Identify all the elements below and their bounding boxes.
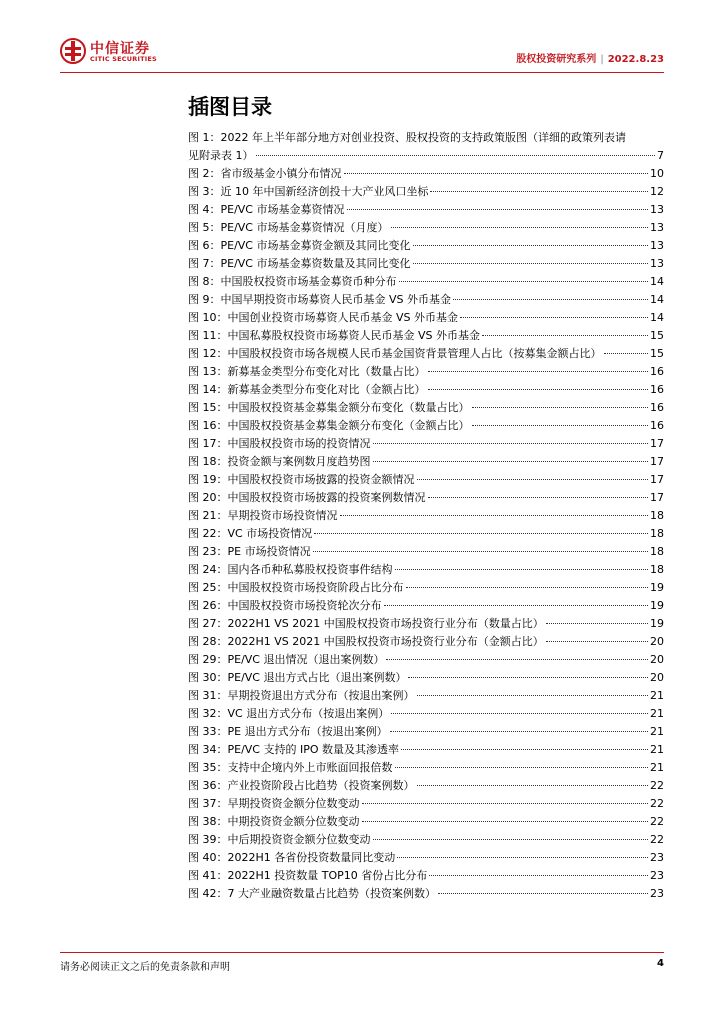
toc-entry-page: 7 (657, 149, 664, 162)
toc-entry[interactable] (188, 543, 664, 561)
toc-entry-page: 13 (650, 239, 664, 252)
toc-entry-label: 图 40：2022H1 各省份投资数量同比变动 (188, 851, 396, 864)
toc-leader-dots (546, 633, 648, 642)
toc-leader-dots (373, 831, 649, 840)
toc-entry-page: 17 (650, 473, 664, 486)
toc-entry[interactable] (188, 561, 664, 579)
toc-entry-label: 图 2：省市级基金小镇分布情况 (188, 167, 342, 180)
toc-leader-dots (430, 183, 648, 192)
toc-leader-dots (413, 237, 649, 246)
toc-entry-label: 图 19：中国股权投资市场披露的投资金额情况 (188, 473, 415, 486)
toc-entry-label: 图 28：2022H1 VS 2021 中国股权投资市场投资行业分布（金额占比） (188, 635, 544, 648)
toc-entry[interactable] (188, 489, 664, 507)
page-title: 插图目录 (188, 95, 272, 119)
toc-entry-page: 23 (650, 887, 664, 900)
toc-entry[interactable] (188, 381, 664, 399)
toc-entry[interactable] (188, 435, 664, 453)
toc-entry-label: 图 37：早期投资资金额分位数变动 (188, 797, 360, 810)
toc-leader-dots (340, 507, 649, 516)
toc-entry-page: 18 (650, 563, 664, 576)
toc-entry-page: 22 (650, 779, 664, 792)
toc-entry-page: 17 (650, 437, 664, 450)
toc-entry[interactable] (188, 129, 664, 147)
toc-entry[interactable] (188, 633, 664, 651)
toc-entry-label: 图 36：产业投资阶段占比趋势（投资案例数） (188, 779, 415, 792)
toc-entry[interactable] (188, 597, 664, 615)
toc-entry[interactable] (188, 579, 664, 597)
toc-entry[interactable] (188, 507, 664, 525)
toc-leader-dots (453, 291, 648, 300)
footer-disclaimer: 请务必阅读正文之后的免责条款和声明 (60, 962, 230, 973)
toc-entry-label: 图 30：PE/VC 退出方式占比（退出案例数） (188, 671, 407, 684)
toc-entry[interactable] (188, 759, 664, 777)
citic-logo-icon (60, 38, 86, 64)
toc-entry[interactable] (188, 525, 664, 543)
toc-leader-dots (344, 165, 649, 174)
toc-leader-dots (482, 327, 648, 336)
toc-entry[interactable] (188, 255, 664, 273)
toc-entry-label: 图 14：新募基金类型分布变化对比（金额占比） (188, 383, 426, 396)
toc-entry-page: 16 (650, 419, 664, 432)
toc-entry[interactable] (188, 363, 664, 381)
toc-entry[interactable] (188, 327, 664, 345)
toc-entry[interactable] (188, 453, 664, 471)
toc-leader-dots (395, 561, 649, 570)
report-date: 2022.8.23 (607, 54, 664, 65)
toc-leader-dots (397, 849, 648, 858)
toc-leader-dots (313, 543, 648, 552)
toc-entry[interactable] (188, 831, 664, 849)
toc-leader-dots (429, 867, 648, 876)
toc-entry-label: 图 21：早期投资市场投资情况 (188, 509, 338, 522)
toc-entry[interactable] (188, 867, 664, 885)
toc-leader-dots (362, 795, 649, 804)
toc-leader-dots (472, 417, 649, 426)
toc-entry-label: 图 12：中国股权投资市场各规模人民币基金国资背景管理人占比（按募集金额占比） (188, 347, 602, 360)
toc-entry-page: 16 (650, 383, 664, 396)
toc-entry-page: 22 (650, 833, 664, 846)
toc-entry-label: 图 26：中国股权投资市场投资轮次分布 (188, 599, 382, 612)
toc-entry-page: 16 (650, 365, 664, 378)
toc-entry[interactable] (188, 615, 664, 633)
footer-divider (60, 952, 664, 953)
toc-entry-page: 14 (650, 275, 664, 288)
toc-leader-dots (362, 813, 649, 822)
toc-entry[interactable] (188, 165, 664, 183)
toc-entry[interactable] (188, 219, 664, 237)
toc-entry-label: 图 3：近 10 年中国新经济创投十大产业风口坐标 (188, 185, 429, 198)
toc-entry-page: 20 (650, 653, 664, 666)
toc-entry-page: 21 (650, 707, 664, 720)
toc-leader-dots (417, 777, 649, 786)
toc-entry-page: 19 (650, 617, 664, 630)
toc-entry[interactable] (188, 291, 664, 309)
toc-leader-dots (373, 435, 649, 444)
toc-entry-page: 19 (650, 581, 664, 594)
series-name: 股权投资研究系列 (516, 54, 597, 65)
toc-entry-label: 见附录表 1） (188, 149, 254, 162)
toc-entry-page: 22 (650, 815, 664, 828)
toc-leader-dots (395, 759, 649, 768)
toc-entry[interactable] (188, 687, 664, 705)
toc-leader-dots (460, 309, 648, 318)
toc-entry-page: 21 (650, 689, 664, 702)
toc-entry-page: 13 (650, 257, 664, 270)
page-header (60, 36, 664, 72)
header-divider (60, 72, 664, 73)
toc-leader-dots (406, 579, 649, 588)
toc-entry-label: 图 32：VC 退出方式分布（按退出案例） (188, 707, 390, 720)
toc-leader-dots (428, 489, 649, 498)
toc-entry-page: 23 (650, 869, 664, 882)
toc-leader-dots (438, 885, 648, 894)
logo-english-name: CITIC SECURITIES (90, 55, 157, 63)
toc-leader-dots (472, 399, 649, 408)
toc-entry-page: 22 (650, 797, 664, 810)
toc-entry-page: 20 (650, 635, 664, 648)
toc-leader-dots (417, 687, 649, 696)
toc-entry-label: 图 24：国内各币种私募股权投资事件结构 (188, 563, 393, 576)
toc-entry-label: 图 1：2022 年上半年部分地方对创业投资、股权投资的支持政策版图（详细的政策列表请 (188, 131, 626, 144)
toc-entry[interactable] (188, 669, 664, 687)
toc-entry[interactable] (188, 705, 664, 723)
toc-entry[interactable] (188, 813, 664, 831)
toc-entry-page: 21 (650, 725, 664, 738)
toc-leader-dots (417, 471, 649, 480)
toc-entry-label: 图 18：投资金额与案例数月度趋势图 (188, 455, 371, 468)
toc-leader-dots (428, 363, 649, 372)
toc-entry-page: 21 (650, 761, 664, 774)
toc-entry[interactable] (188, 741, 664, 759)
toc-leader-dots (546, 615, 648, 624)
toc-entry-label: 图 16：中国股权投资基金募集金额分布变化（金额占比） (188, 419, 470, 432)
toc-leader-dots (390, 723, 648, 732)
toc-entry-label: 图 22：VC 市场投资情况 (188, 527, 313, 540)
toc-entry-label: 图 42：7 大产业融资数量占比趋势（投资案例数） (188, 887, 436, 900)
toc-entry[interactable] (188, 399, 664, 417)
toc-entry[interactable] (188, 237, 664, 255)
toc-entry-label: 图 33：PE 退出方式分布（按退出案例） (188, 725, 388, 738)
toc-entry[interactable] (188, 471, 664, 489)
toc-entry-label: 图 5：PE/VC 市场基金募资情况（月度） (188, 221, 389, 234)
toc-leader-dots (604, 345, 649, 354)
toc-entry[interactable] (188, 309, 664, 327)
toc-entry-label: 图 13：新募基金类型分布变化对比（数量占比） (188, 365, 426, 378)
toc-leader-dots (413, 255, 649, 264)
toc-entry-label: 图 41：2022H1 投资数量 TOP10 省份占比分布 (188, 869, 428, 882)
toc-entry[interactable] (188, 849, 664, 867)
toc-entry-page: 16 (650, 401, 664, 414)
toc-entry-label: 图 4：PE/VC 市场基金募资情况 (188, 203, 345, 216)
toc-entry[interactable] (188, 795, 664, 813)
toc-entry[interactable] (188, 723, 664, 741)
toc-entry-label: 图 35：支持中企境内外上市账面回报倍数 (188, 761, 393, 774)
toc-entry-label: 图 27：2022H1 VS 2021 中国股权投资市场投资行业分布（数量占比） (188, 617, 544, 630)
toc-entry-label: 图 11：中国私募股权投资市场募资人民币基金 VS 外币基金 (188, 329, 480, 342)
toc-entry-label: 图 8：中国股权投资市场基金募资币种分布 (188, 275, 397, 288)
toc-entry-page: 14 (650, 311, 664, 324)
toc-entry[interactable] (188, 201, 664, 219)
toc-entry[interactable] (188, 345, 664, 363)
toc-leader-dots (401, 741, 648, 750)
toc-leader-dots (386, 651, 648, 660)
toc-leader-dots (347, 201, 649, 210)
toc-entry-label: 图 25：中国股权投资市场投资阶段占比分布 (188, 581, 404, 594)
toc-entry-label: 图 23：PE 市场投资情况 (188, 545, 311, 558)
logo-chinese-name: 中信证券 (90, 41, 150, 57)
toc-leader-dots (256, 147, 656, 156)
toc-entry-page: 10 (650, 167, 664, 180)
toc-leader-dots (428, 381, 649, 390)
toc-entry-page: 15 (650, 347, 664, 360)
toc-entry-label: 图 39：中后期投资资金额分位数变动 (188, 833, 371, 846)
toc-entry[interactable] (188, 885, 664, 903)
toc-entry[interactable] (188, 651, 664, 669)
toc-entry-label: 图 9：中国早期投资市场募资人民币基金 VS 外币基金 (188, 293, 451, 306)
toc-leader-dots (314, 525, 648, 534)
toc-entry-page: 18 (650, 545, 664, 558)
toc-entry-page: 14 (650, 293, 664, 306)
toc-entry[interactable] (188, 183, 664, 201)
toc-entry-page: 13 (650, 221, 664, 234)
toc-entry-label: 图 15：中国股权投资基金募集金额分布变化（数量占比） (188, 401, 470, 414)
toc-entry-label: 图 6：PE/VC 市场基金募资金额及其同比变化 (188, 239, 411, 252)
toc-entry-page: 19 (650, 599, 664, 612)
toc-entry-label: 图 7：PE/VC 市场基金募资数量及其同比变化 (188, 257, 411, 270)
toc-entry-page: 23 (650, 851, 664, 864)
toc-leader-dots (391, 705, 648, 714)
header-series-info: 股权投资研究系列 | 2022.8.23 (516, 54, 664, 65)
toc-leader-dots (399, 273, 649, 282)
toc-entry-page: 18 (650, 509, 664, 522)
citic-logo (60, 36, 160, 66)
toc-entry-label: 图 17：中国股权投资市场的投资情况 (188, 437, 371, 450)
toc-entry-page: 13 (650, 203, 664, 216)
toc-entry[interactable] (188, 777, 664, 795)
toc-entry-page: 18 (650, 527, 664, 540)
toc-entry-label: 图 38：中期投资资金额分位数变动 (188, 815, 360, 828)
toc-entry[interactable] (188, 147, 664, 165)
toc-entry-label: 图 31：早期投资退出方式分布（按退出案例） (188, 689, 415, 702)
toc-leader-dots (384, 597, 649, 606)
toc-entry-page: 15 (650, 329, 664, 342)
toc-entry-page: 21 (650, 743, 664, 756)
toc-leader-dots (408, 669, 648, 678)
toc-entry-page: 12 (650, 185, 664, 198)
toc-entry-page: 17 (650, 455, 664, 468)
toc-entry-label: 图 10：中国创业投资市场募资人民币基金 VS 外币基金 (188, 311, 458, 324)
toc-entry-label: 图 29：PE/VC 退出情况（退出案例数） (188, 653, 385, 666)
toc-entry-page: 20 (650, 671, 664, 684)
toc-entry[interactable] (188, 273, 664, 291)
toc-leader-dots (373, 453, 649, 462)
toc-leader-dots (391, 219, 649, 228)
page-number: 4 (657, 958, 664, 969)
toc-entry-label: 图 34：PE/VC 支持的 IPO 数量及其渗透率 (188, 743, 400, 756)
toc-entry[interactable] (188, 417, 664, 435)
toc-entry-page: 17 (650, 491, 664, 504)
figure-list (188, 129, 664, 903)
toc-entry-label: 图 20：中国股权投资市场披露的投资案例数情况 (188, 491, 426, 504)
